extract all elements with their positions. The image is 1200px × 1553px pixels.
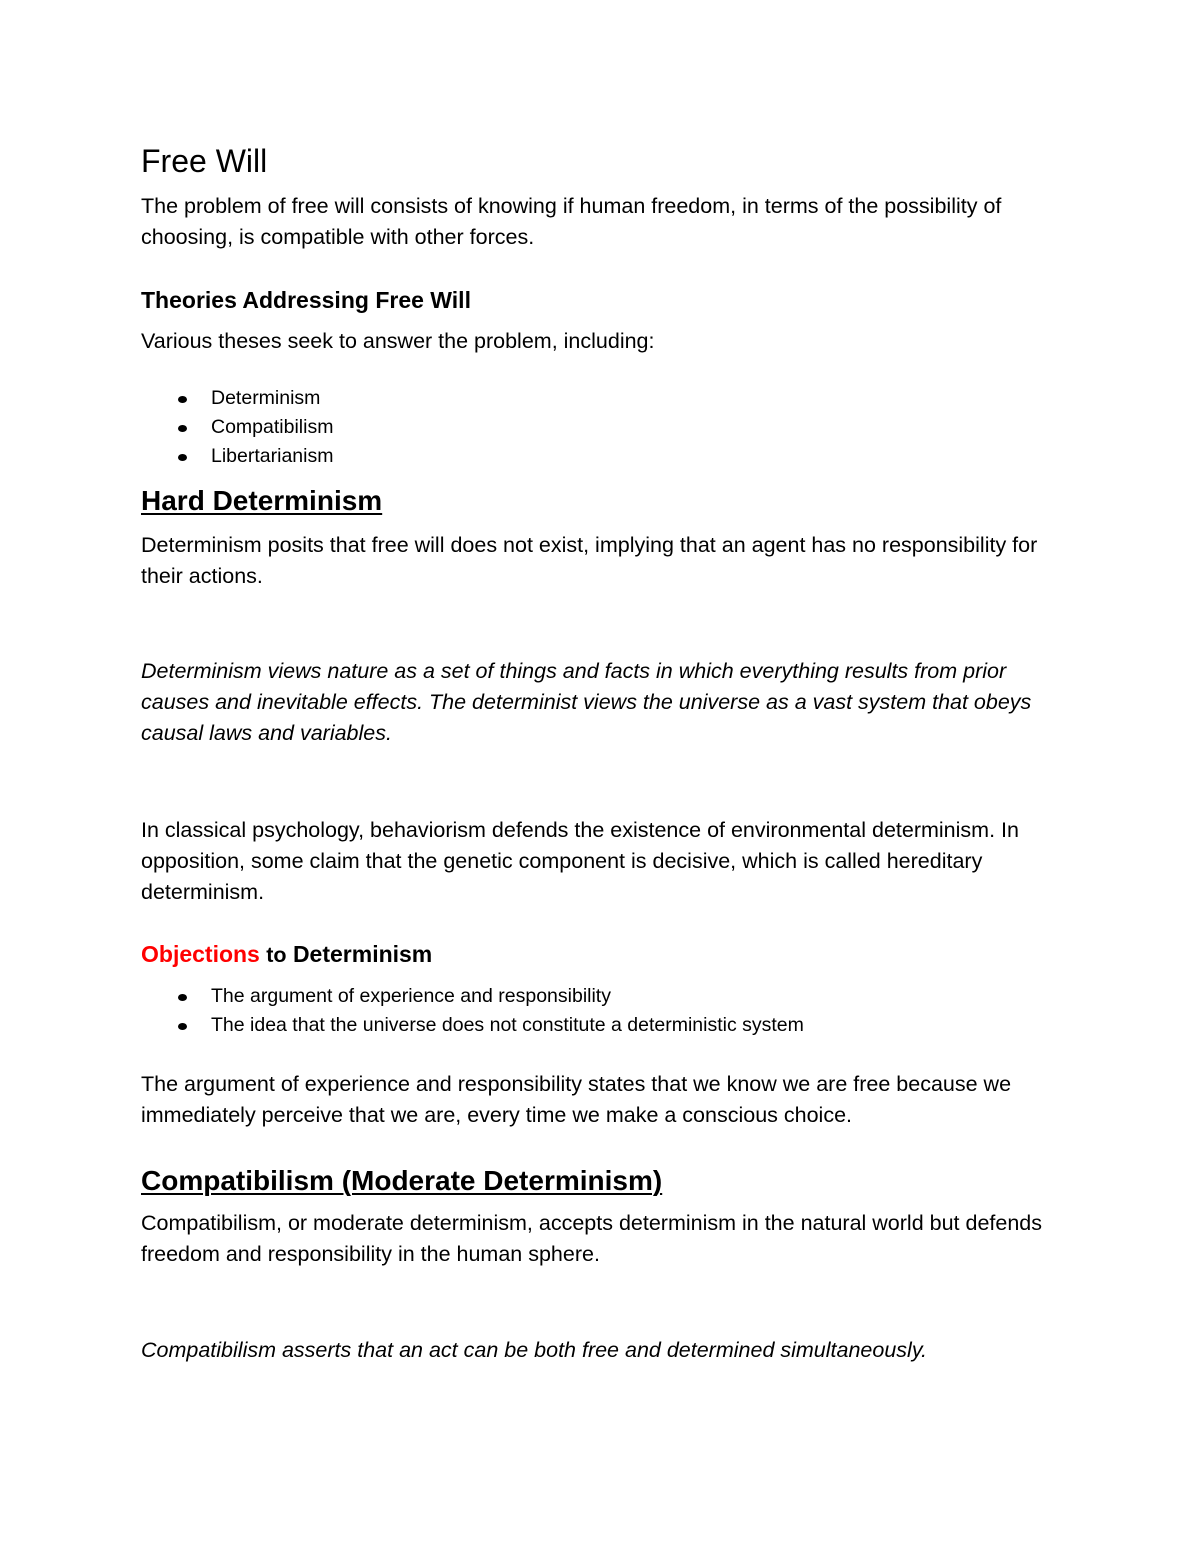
compatibilism-paragraph: Compatibilism, or moderate determinism, accepts determinism in the natural world but defends freedom and responsibility in the human sphere. (141, 1211, 1043, 1266)
objections-list (141, 982, 1071, 1040)
objections-heading-rest: Determinism (292, 941, 433, 967)
list-item: Compatibilism (141, 413, 1071, 442)
list-item: Libertarianism (141, 442, 1071, 471)
list-item: Determinism (141, 384, 1071, 413)
bullet-icon (178, 454, 187, 461)
bullet-icon (178, 425, 187, 432)
page-title: Free Will (141, 143, 268, 179)
psychology-paragraph: In classical psychology, behaviorism defends the existence of environmental determinism. In opposition, some claim that the genetic component is decisive, which is called hereditary determinism. (141, 818, 1019, 904)
theories-list (141, 384, 1071, 471)
intro-paragraph: The problem of free will consists of knowing if human freedom, in terms of the possibility of choosing, is compatible with other forces. (141, 194, 1002, 249)
compatibilism-heading: Compatibilism (Moderate Determinism) (141, 1165, 663, 1196)
theories-lead: Various theses seek to answer the problem, including: (141, 329, 655, 353)
list-item: The argument of experience and responsibility (141, 982, 1071, 1011)
objections-heading-red: Objections (141, 941, 260, 967)
hard-determinism-heading: Hard Determinism (141, 485, 383, 516)
hard-determinism-paragraph: Determinism posits that free will does not exist, implying that an agent has no responsibility for their actions. (141, 533, 1038, 588)
list-item: The idea that the universe does not constitute a deterministic system (141, 1011, 1071, 1040)
theories-heading: Theories Addressing Free Will (141, 287, 471, 313)
bullet-icon (178, 396, 187, 403)
bullet-icon (178, 1023, 187, 1030)
bullet-icon (178, 994, 187, 1001)
objections-heading-to: to (266, 943, 287, 967)
hard-determinism-italic-paragraph: Determinism views nature as a set of things and facts in which everything results from prior causes and inevitable effects. The determinist views the universe as a vast system that obeys causal laws and variables. (141, 659, 1032, 745)
objections-heading (141, 939, 1071, 970)
objections-paragraph: The argument of experience and responsibility states that we know we are free because we immediately perceive that we are, every time we make a conscious choice. (141, 1072, 1012, 1127)
compatibilism-italic-paragraph: Compatibilism asserts that an act can be both free and determined simultaneously. (141, 1338, 927, 1362)
